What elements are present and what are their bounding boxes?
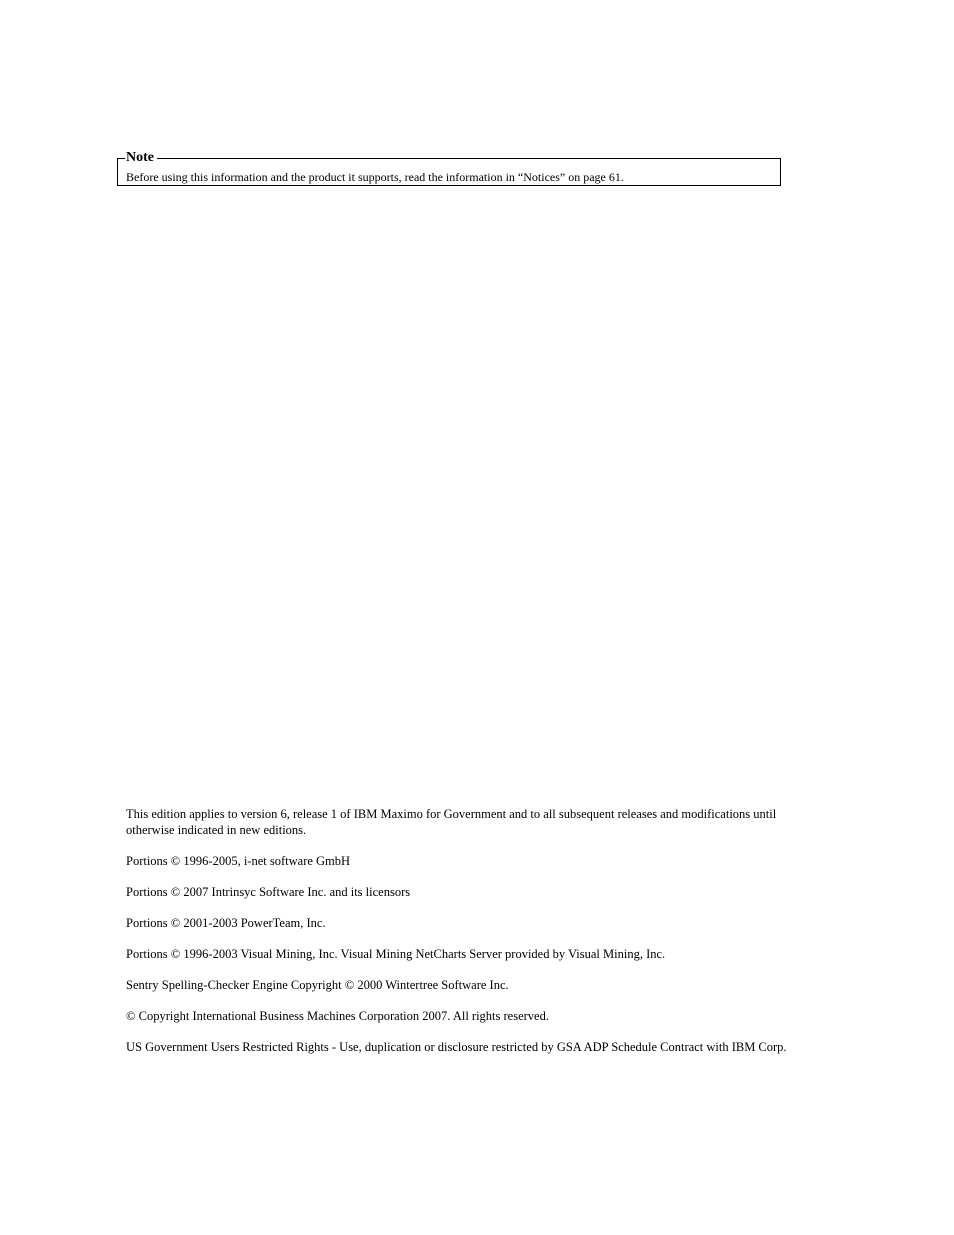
copyright-inet: Portions © 1996-2005, i-net software GmbH [126, 854, 351, 868]
note-title: Note [125, 150, 157, 166]
copyright-ibm: © Copyright International Business Machines Corporation 2007. All rights reserved. [126, 1009, 549, 1023]
edition-statement: This edition applies to version 6, release 1 of IBM Maximo for Government and to all subsequent releases and modifications until otherwise indicated in new editions. [126, 807, 777, 837]
copyright-powerteam: Portions © 2001-2003 PowerTeam, Inc. [126, 916, 326, 930]
edition-notice [126, 806, 826, 1070]
copyright-intrinsyc: Portions © 2007 Intrinsyc Software Inc. and its licensors [126, 885, 411, 899]
note-box [117, 150, 781, 186]
copyright-wintertree: Sentry Spelling-Checker Engine Copyright © 2000 Wintertree Software Inc. [126, 978, 509, 992]
restricted-rights: US Government Users Restricted Rights - Use, duplication or disclosure restricted by GSA ADP Schedule Contract with IBM Corp. [126, 1040, 787, 1054]
copyright-visual-mining: Portions © 1996-2003 Visual Mining, Inc. Visual Mining NetCharts Server provided by Visual Mining, Inc. [126, 947, 666, 961]
note-text: Before using this information and the product it supports, read the information in “Notices” on page 61. [126, 170, 624, 184]
